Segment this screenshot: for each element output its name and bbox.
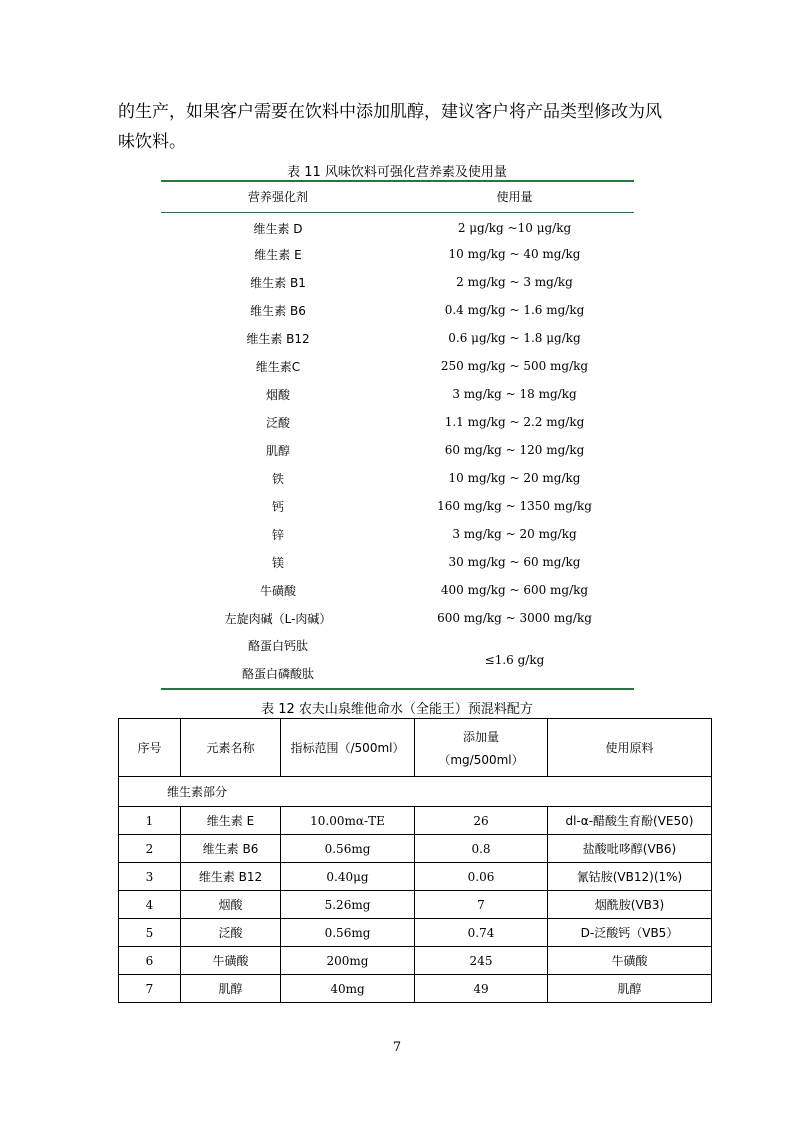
header-usage: 使用量 bbox=[395, 181, 634, 212]
seq-cell: 2 bbox=[119, 835, 181, 863]
range-value: 10.00mα-TE bbox=[281, 807, 415, 835]
premix-formula-table bbox=[118, 718, 712, 1003]
seq-cell: 1 bbox=[119, 807, 181, 835]
fortifier-name: 铁 bbox=[271, 471, 284, 486]
table-row bbox=[119, 807, 712, 835]
table-row bbox=[119, 975, 712, 1003]
usage-amount: 600 mg/kg ~ 3000 mg/kg bbox=[437, 611, 592, 625]
header-range: 指标范围（/500ml） bbox=[281, 719, 415, 777]
fortifier-name: 左旋肉碱（L-肉碱） bbox=[224, 611, 332, 626]
fortifier-name: 维生素 B6 bbox=[250, 303, 306, 318]
seq-cell: 4 bbox=[119, 891, 181, 919]
section-row bbox=[119, 777, 712, 807]
header-seq: 序号 bbox=[119, 719, 181, 777]
table-row bbox=[119, 947, 712, 975]
range-value: 40mg bbox=[281, 975, 415, 1003]
intro-paragraph: 的生产，如果客户需要在饮料中添加肌醇，建议客户将产品类型修改为风味饮料。 bbox=[118, 102, 662, 152]
table-row bbox=[161, 492, 634, 520]
usage-amount: 10 mg/kg ~ 40 mg/kg bbox=[448, 247, 581, 261]
usage-amount: 0.4 mg/kg ~ 1.6 mg/kg bbox=[444, 303, 585, 317]
usage-amount: 400 mg/kg ~ 600 mg/kg bbox=[440, 583, 589, 597]
usage-amount: 2 μg/kg ~10 μg/kg bbox=[457, 221, 572, 236]
table-row bbox=[161, 548, 634, 576]
table-row bbox=[161, 380, 634, 408]
fortifier-name-group bbox=[161, 632, 395, 689]
range-value: 5.26mg bbox=[281, 891, 415, 919]
element-name: 泛酸 bbox=[181, 919, 281, 947]
table12-header-row bbox=[119, 719, 712, 777]
table-row bbox=[119, 863, 712, 891]
seq-cell: 5 bbox=[119, 919, 181, 947]
material-name: 氰钴胺(VB12)(1%) bbox=[548, 863, 712, 891]
usage-amount: 250 mg/kg ~ 500 mg/kg bbox=[440, 359, 589, 373]
element-name: 维生素 B12 bbox=[181, 863, 281, 891]
amount-value: 49 bbox=[415, 975, 548, 1003]
usage-amount: 1.1 mg/kg ~ 2.2 mg/kg bbox=[444, 415, 585, 429]
amount-value: 0.74 bbox=[415, 919, 548, 947]
table-row bbox=[119, 891, 712, 919]
amount-value: 7 bbox=[415, 891, 548, 919]
element-name: 维生素 B6 bbox=[181, 835, 281, 863]
header-amount bbox=[415, 719, 548, 777]
material-name: 牛磺酸 bbox=[548, 947, 712, 975]
element-name: 肌醇 bbox=[181, 975, 281, 1003]
table-row bbox=[161, 576, 634, 604]
table11-caption: 表 11 风味饮料可强化营养素及使用量 bbox=[287, 165, 507, 180]
fortifier-name: 锌 bbox=[271, 527, 284, 542]
amount-value: 26 bbox=[415, 807, 548, 835]
fortifier-name: 镁 bbox=[271, 555, 284, 570]
fortifier-name: 维生素C bbox=[255, 359, 301, 374]
seq-cell: 7 bbox=[119, 975, 181, 1003]
range-value: 0.56mg bbox=[281, 919, 415, 947]
table-row bbox=[161, 296, 634, 324]
header-amount-unit: （mg/500ml） bbox=[438, 752, 524, 767]
table-row bbox=[161, 352, 634, 380]
material-name: 烟酰胺(VB3) bbox=[548, 891, 712, 919]
table-row bbox=[161, 464, 634, 492]
seq-cell: 6 bbox=[119, 947, 181, 975]
fortifier-name: 酪蛋白磷酸肽 bbox=[241, 667, 314, 681]
amount-value: 245 bbox=[415, 947, 548, 975]
element-name: 维生素 E bbox=[181, 807, 281, 835]
fortifier-name: 钙 bbox=[271, 499, 284, 514]
table-row-merged bbox=[161, 632, 634, 689]
material-name: 盐酸吡哆醇(VB6) bbox=[548, 835, 712, 863]
table-row bbox=[161, 240, 634, 268]
page-number: 7 bbox=[392, 1040, 402, 1055]
usage-amount: 0.6 μg/kg ~ 1.8 μg/kg bbox=[448, 331, 581, 345]
material-name: D-泛酸钙（VB5） bbox=[548, 919, 712, 947]
usage-amount: 10 mg/kg ~ 20 mg/kg bbox=[448, 471, 581, 485]
table-row bbox=[119, 919, 712, 947]
section-label: 维生素部分 bbox=[119, 777, 712, 807]
amount-value: 0.8 bbox=[415, 835, 548, 863]
usage-amount: 2 mg/kg ~ 3 mg/kg bbox=[456, 275, 573, 289]
element-name: 牛磺酸 bbox=[181, 947, 281, 975]
range-value: 0.56mg bbox=[281, 835, 415, 863]
usage-amount: 3 mg/kg ~ 18 mg/kg bbox=[452, 387, 577, 401]
usage-amount: 160 mg/kg ~ 1350 mg/kg bbox=[437, 499, 592, 513]
fortification-table bbox=[161, 180, 634, 690]
table12-caption: 表 12 农夫山泉维他命水（全能王）预混料配方 bbox=[261, 702, 533, 717]
header-element: 元素名称 bbox=[181, 719, 281, 777]
fortifier-name: 烟酸 bbox=[265, 387, 290, 402]
range-value: 0.40μg bbox=[281, 863, 415, 891]
header-material: 使用原料 bbox=[548, 719, 712, 777]
table-row bbox=[161, 520, 634, 548]
usage-amount: 30 mg/kg ~ 60 mg/kg bbox=[448, 555, 581, 569]
table-row bbox=[161, 268, 634, 296]
seq-cell: 3 bbox=[119, 863, 181, 891]
fortifier-name: 维生素 D bbox=[253, 221, 303, 236]
table-row bbox=[161, 408, 634, 436]
fortifier-name: 维生素 B1 bbox=[250, 275, 306, 290]
table-row bbox=[119, 835, 712, 863]
table-row bbox=[161, 436, 634, 464]
table11-header-row bbox=[161, 181, 634, 212]
table-row bbox=[161, 212, 634, 240]
amount-value: 0.06 bbox=[415, 863, 548, 891]
header-amount-label: 添加量 bbox=[462, 729, 499, 744]
fortifier-name: 肌醇 bbox=[265, 443, 290, 458]
fortifier-name: 维生素 B12 bbox=[246, 331, 310, 346]
table-row bbox=[161, 324, 634, 352]
fortifier-name: 维生素 E bbox=[254, 247, 302, 262]
range-value: 200mg bbox=[281, 947, 415, 975]
usage-amount: ≤1.6 g/kg bbox=[395, 632, 634, 689]
usage-amount: 60 mg/kg ~ 120 mg/kg bbox=[444, 443, 585, 457]
table-row bbox=[161, 604, 634, 632]
material-name: dl-α-醋酸生育酚(VE50) bbox=[548, 807, 712, 835]
material-name: 肌醇 bbox=[548, 975, 712, 1003]
header-fortifier: 营养强化剂 bbox=[161, 181, 395, 212]
usage-amount: 3 mg/kg ~ 20 mg/kg bbox=[452, 527, 577, 541]
element-name: 烟酸 bbox=[181, 891, 281, 919]
fortifier-name: 泛酸 bbox=[265, 415, 290, 430]
fortifier-name: 牛磺酸 bbox=[259, 583, 296, 598]
fortifier-name: 酪蛋白钙肽 bbox=[247, 639, 308, 653]
